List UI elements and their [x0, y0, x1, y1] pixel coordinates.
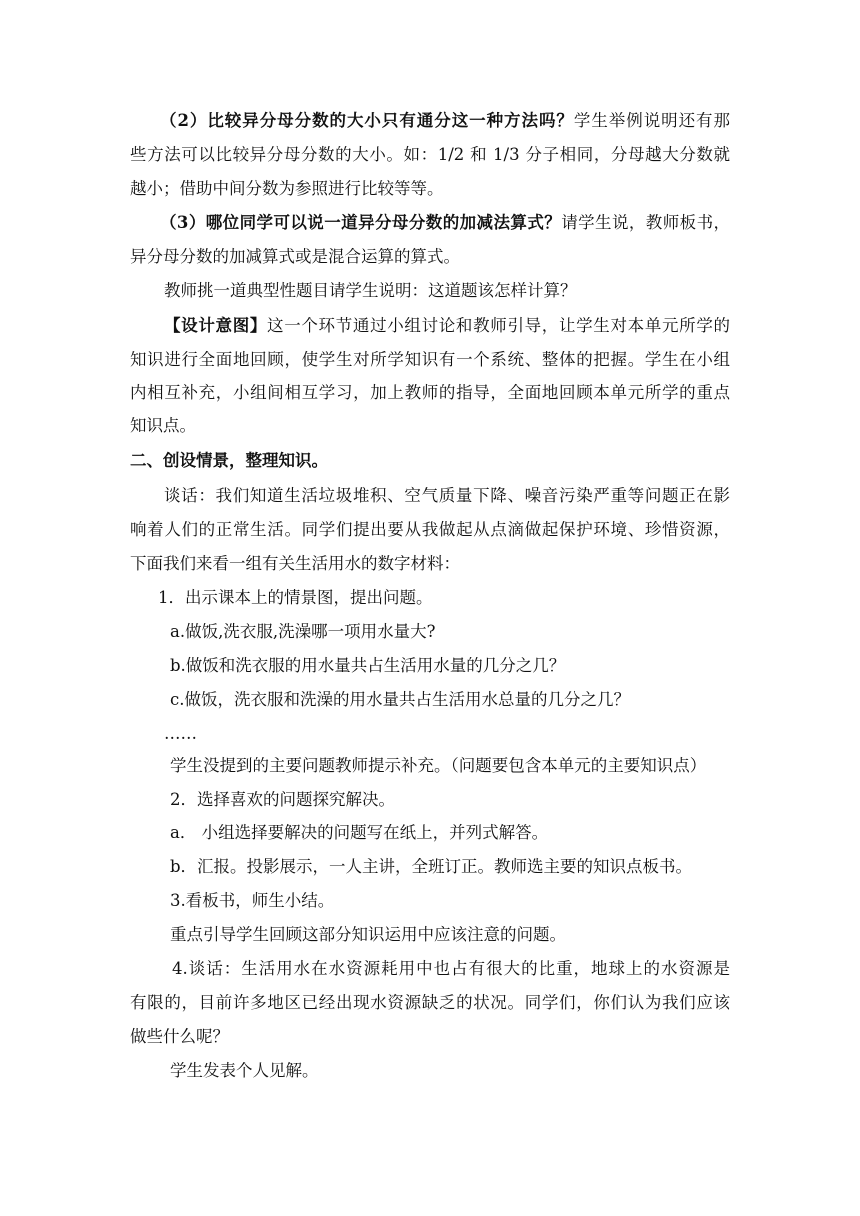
- item-2a: a． 小组选择要解决的问题写在纸上，并列式解答。: [170, 823, 549, 842]
- paragraph-3-line-2: 异分母分数的加减算式或是混合运算的算式。: [130, 247, 460, 266]
- section-heading-2: 二、创设情景，整理知识。: [130, 451, 328, 470]
- paragraph-2-line-2: 些方法可以比较异分母分数的大小。如：1/2 和 1/3 分子相同，分母越大分数就: [130, 145, 730, 164]
- question-b: b.做饭和洗衣服的用水量共占生活用水量的几分之几？: [170, 656, 566, 675]
- focus-note: 重点引导学生回顾这部分知识运用中应该注意的问题。: [170, 925, 566, 944]
- design-intent-label: 【设计意图】: [164, 316, 268, 335]
- question-2-heading: （2）比较异分母分数的大小只有通分这一种方法吗？: [160, 111, 574, 130]
- design-intent-line-4: 知识点。: [130, 416, 196, 435]
- item-4-line-3: 做些什么呢？: [130, 1027, 229, 1046]
- item-3: 3.看板书，师生小结。: [170, 891, 335, 910]
- item-2b: b．汇报。投影展示，一人主讲，全班订正。教师选主要的知识点板书。: [170, 857, 693, 876]
- question-2-text: 学生举例说明还有那: [573, 111, 731, 130]
- talk-line-3: 下面我们来看一组有关生活用水的数字材料：: [130, 554, 460, 573]
- supplement-note: 学生没提到的主要问题教师提示补充。（问题要包含本单元的主要知识点）: [170, 756, 707, 775]
- closing-line: 学生发表个人见解。: [170, 1061, 319, 1080]
- question-3-heading: （3）哪位同学可以说一道异分母分数的加减法算式？: [160, 213, 562, 232]
- design-intent-line-2: 知识进行全面地回顾，使学生对所学知识有一个系统、整体的把握。学生在小组: [130, 350, 730, 369]
- item-4-line-2: 有限的，目前许多地区已经出现水资源缺乏的状况。同学们，你们认为我们应该: [130, 993, 730, 1012]
- talk-line-2: 响着人们的正常生活。同学们提出要从我做起从点滴做起保护环境、珍惜资源，: [130, 520, 730, 539]
- question-c: c.做饭，洗衣服和洗澡的用水量共占生活用水总量的几分之几？: [170, 690, 630, 709]
- design-intent-text: 这一个环节通过小组讨论和教师引导，让学生对本单元所学的: [267, 316, 730, 335]
- item-1: 1．出示课本上的情景图，提出问题。: [158, 588, 433, 607]
- paragraph-2-line-3: 越小；借助中间分数为参照进行比较等等。: [130, 179, 444, 198]
- paragraph-3-line-1: [160, 213, 730, 233]
- ellipsis: ……: [164, 724, 197, 743]
- question-a: a.做饭,洗衣服,洗澡哪一项用水量大?: [170, 622, 436, 641]
- item-2: 2．选择喜欢的问题探究解决。: [170, 790, 395, 809]
- question-3-text: 请学生说，教师板书，: [561, 213, 731, 232]
- design-intent-line-1: [164, 316, 730, 336]
- item-4-line-1: 4.谈话：生活用水在水资源耗用中也占有很大的比重，地球上的水资源是: [172, 959, 730, 978]
- design-intent-line-3: 内相互补充，小组间相互学习，加上教师的指导，全面地回顾本单元所学的重点: [130, 383, 730, 402]
- paragraph-2-line-1: [160, 111, 730, 131]
- paragraph-4: 教师挑一道典型性题目请学生说明：这道题该怎样计算？: [164, 281, 577, 300]
- talk-line-1: 谈话：我们知道生活垃圾堆积、空气质量下降、噪音污染严重等问题正在影: [164, 486, 730, 505]
